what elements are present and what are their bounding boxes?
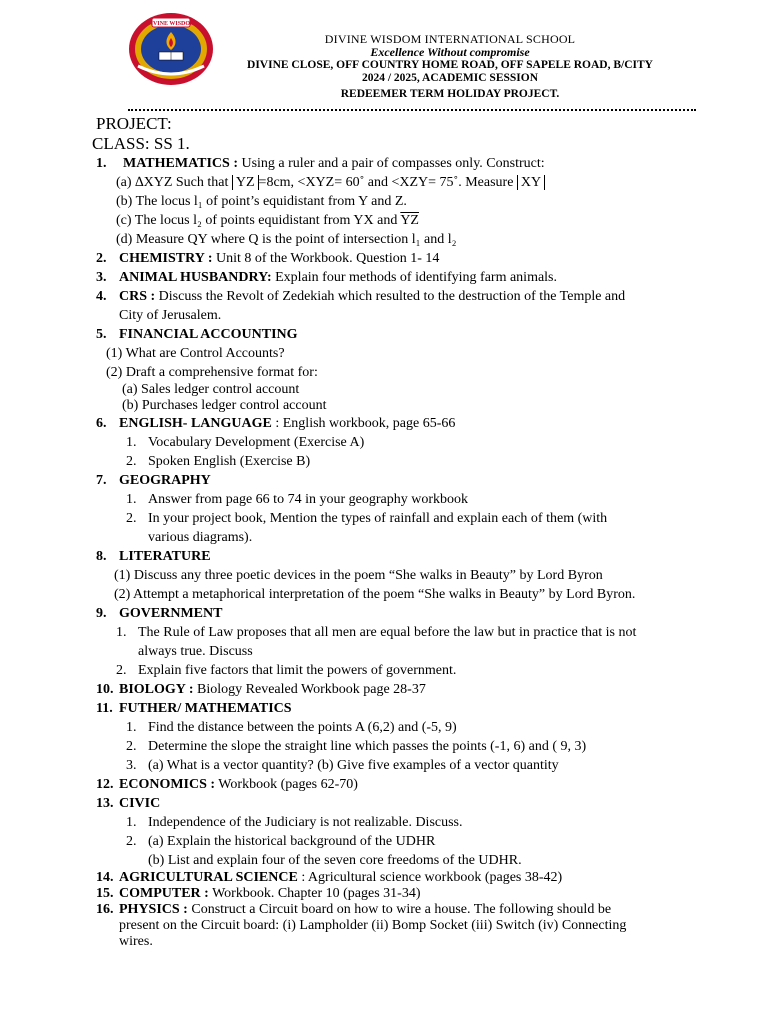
list-item: 2. In your project book, Mention the types of rainfall and explain each of them (with various diagrams).: [126, 511, 608, 545]
section-title: PHYSICS :: [119, 902, 188, 917]
fa-item-b: (b) Purchases ledger control account: [122, 398, 327, 413]
dotted-divider: [128, 99, 696, 111]
section-title: ECONOMICS :: [119, 777, 216, 792]
section-title: CRS :: [119, 289, 156, 304]
section-title: MATHEMATICS :: [123, 156, 238, 171]
list-item: 1. The Rule of Law proposes that all men are equal before the law but in practice that is not always true. Discuss: [116, 625, 637, 659]
section-title: ANIMAL HUSBANDRY:: [119, 270, 272, 285]
section-physics: 16. PHYSICS : Construct a Circuit board on how to wire a house. The following should be present on the Circuit board: (i) Lampholder (ii) Bomp Socket (iii) Switch (iv) Connecting wires.: [96, 902, 627, 949]
list-item: 3. (a) What is a vector quantity? (b) Give five examples of a vector quantity: [126, 758, 559, 773]
math-item-b: (b) The locus l₁ of point’s equidistant from Y and Z.: [116, 194, 407, 209]
list-item: 1. Independence of the Judiciary is not realizable. Discuss.: [126, 815, 463, 830]
section-title: ENGLISH- LANGUAGE: [119, 416, 272, 431]
section-animal-husbandry: 3. ANIMAL HUSBANDRY: Explain four methods of identifying farm animals.: [96, 270, 558, 285]
class-label: CLASS: SS 1.: [92, 134, 190, 153]
fa-item-1: (1) What are Control Accounts?: [106, 346, 285, 361]
logo-top-text: DIVINE WISDOM: [146, 21, 196, 27]
section-geography: 7. GEOGRAPHY: [96, 473, 211, 488]
school-name: DIVINE WISDOM INTERNATIONAL SCHOOL: [324, 32, 576, 46]
section-title: LITERATURE: [119, 549, 211, 564]
list-item: 1. Answer from page 66 to 74 in your geography workbook: [126, 492, 468, 507]
section-title: GOVERNMENT: [119, 606, 223, 621]
section-chemistry: 2. CHEMISTRY : Unit 8 of the Workbook. Question 1- 14: [96, 251, 440, 266]
school-address: DIVINE CLOSE, OFF COUNTRY HOME ROAD, OFF SAPELE ROAD, B/CITY: [247, 59, 653, 71]
section-mathematics: [96, 154, 696, 173]
section-agricultural-science: 14. AGRICULTURAL SCIENCE : Agricultural science workbook (pages 38-42): [96, 870, 563, 885]
fa-item-a: (a) Sales ledger control account: [122, 382, 300, 397]
section-computer: 15. COMPUTER : Workbook. Chapter 10 (pages 31-34): [96, 886, 421, 901]
section-text: Using a ruler and a pair of compasses only. Construct:: [237, 156, 545, 171]
section-english: 6. ENGLISH- LANGUAGE : English workbook, page 65-66: [96, 416, 456, 431]
list-item: 2. Spoken English (Exercise B): [126, 454, 311, 469]
project-label: PROJECT:: [96, 114, 172, 133]
section-title: COMPUTER :: [119, 886, 209, 901]
school-logo: [126, 10, 216, 88]
academic-session: 2024 / 2025, ACADEMIC SESSION: [361, 72, 539, 84]
section-biology: 10. BIOLOGY : Biology Revealed Workbook page 28-37: [96, 682, 426, 697]
lit-item-1: (1) Discuss any three poetic devices in the poem “She walks in Beauty” by Lord Byron: [114, 568, 603, 583]
section-title: CIVIC: [119, 796, 161, 811]
section-economics: 12. ECONOMICS : Workbook (pages 62-70): [96, 777, 358, 792]
section-title: CHEMISTRY :: [119, 251, 213, 266]
xy-length: XY: [517, 175, 545, 190]
section-title: AGRICULTURAL SCIENCE: [119, 870, 298, 885]
math-item-a: (a) ∆XYZ Such that YZ =8cm, <XYZ= 60˚ and <XZY= 75˚. Measure XY: [96, 173, 696, 192]
project-title: REDEEMER TERM HOLIDAY PROJECT.: [340, 88, 560, 100]
list-item: 2. (a) Explain the historical background of the UDHR: [126, 834, 436, 849]
list-item: 2. Explain five factors that limit the powers of government.: [116, 663, 457, 678]
list-item: 2. Determine the slope the straight line which passes the points (-1, 6) and ( 9, 3): [126, 739, 587, 754]
document-body: [92, 114, 696, 950]
section-civic: 13. CIVIC: [96, 796, 161, 811]
fa-item-2: (2) Draft a comprehensive format for:: [106, 365, 318, 380]
section-financial-accounting: 5. FINANCIAL ACCOUNTING: [96, 327, 298, 342]
section-literature: 8. LITERATURE: [96, 549, 211, 564]
section-title: BIOLOGY :: [119, 682, 194, 697]
list-item: 1. Vocabulary Development (Exercise A): [126, 435, 365, 450]
math-item-d: (d) Measure QY where Q is the point of intersection l₁ and l₂: [116, 232, 457, 247]
school-header: [225, 33, 675, 101]
section-number: 1.: [96, 156, 107, 171]
math-item-c: (c) The locus l₂ of points equidistant from YX and $\overline{YZ}$: [116, 213, 419, 228]
section-crs: 4. CRS : Discuss the Revolt of Zedekiah which resulted to the destruction of the Temple and City of Jerusalem.: [96, 289, 626, 323]
section-government: 9. GOVERNMENT: [96, 606, 223, 621]
section-further-mathematics: 11. FUTHER/ MATHEMATICS: [96, 701, 292, 716]
section-title: FINANCIAL ACCOUNTING: [119, 327, 298, 342]
civic-item-b: (b) List and explain four of the seven core freedoms of the UDHR.: [148, 853, 522, 868]
school-motto: Excellence Without compromise: [370, 45, 530, 59]
yz-line: $\overline{YZ}$: [400, 213, 419, 228]
list-item: 1. Find the distance between the points A (6,2) and (-5, 9): [126, 720, 457, 735]
yz-length: YZ: [232, 175, 259, 190]
section-title: GEOGRAPHY: [119, 473, 211, 488]
section-title: FUTHER/ MATHEMATICS: [119, 701, 292, 716]
lit-item-2: (2) Attempt a metaphorical interpretation of the poem “She walks in Beauty” by Lord Byron.: [114, 587, 636, 602]
